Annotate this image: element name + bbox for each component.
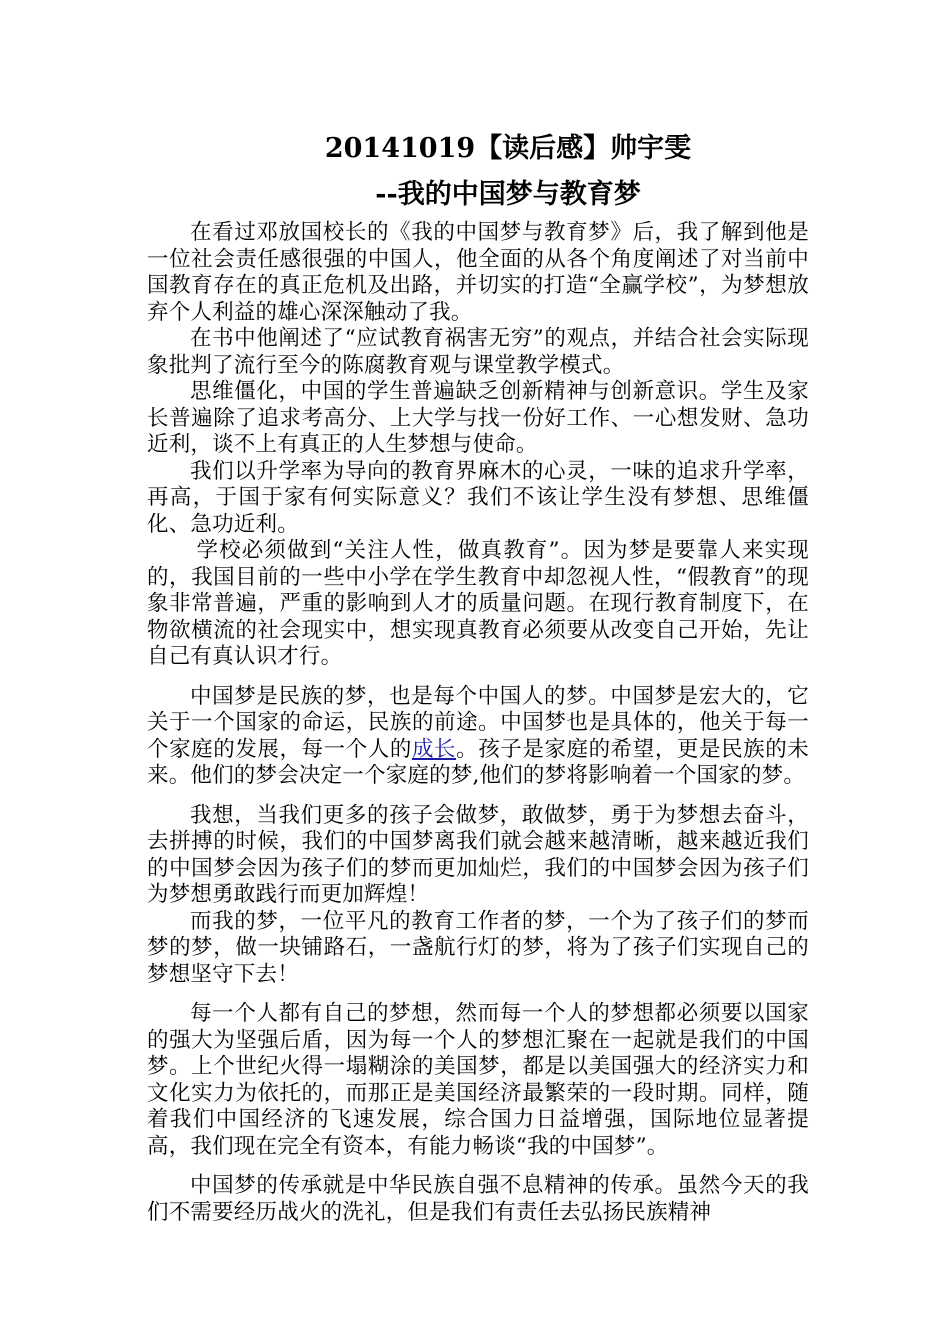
document-page: [147, 130, 809, 1226]
paragraph-3: 思维僵化，中国的学生普遍缺乏创新精神与创新意识。学生及家长普遍除了追求考高分、上大学与找一份好工作、一心想发财、急功近利，谈不上有真正的人生梦想与使命。: [147, 379, 809, 457]
paragraph-6-text-after: 。孩子是家庭的希望，更是民族的未来。他们的梦会决定一个家庭的梦,他们的梦将影响着一个国家的梦。: [147, 736, 810, 788]
page-subtitle: --我的中国梦与教育梦: [375, 179, 641, 210]
paragraph-10: 中国梦的传承就是中华民族自强不息精神的传承。虽然今天的我们不需要经历战火的洗礼，但是我们有责任去弘扬民族精神: [147, 1173, 809, 1225]
page-title: 20141019【读后感】帅宇雯: [324, 133, 692, 164]
paragraph-1: 在看过邓放国校长的《我的中国梦与教育梦》后，我了解到他是一位社会责任感很强的中国人，他全面的从各个角度阐述了对当前中国教育存在的真正危机及出路，并切实的打造“全赢学校”，为梦想放弃个人利益的雄心深深触动了我。: [147, 220, 809, 325]
paragraph-2: 在书中他阐述了“应试教育祸害无穷”的观点，并结合社会实际现象批判了流行至今的陈腐教育观与课堂教学模式。: [147, 326, 809, 378]
paragraph-5: 学校必须做到“关注人性，做真教育”。因为梦是要靠人来实现的，我国目前的一些中小学在学生教育中却忽视人性，“假教育”的现象非常普遍，严重的影响到人才的质量问题。在现行教育制度下，在物欲横流的社会现实中，想实现真教育必须要从改变自己开始，先让自己有真认识才行。: [147, 538, 809, 669]
paragraph-9: 每一个人都有自己的梦想，然而每一个人的梦想都必须要以国家的强大为坚强后盾，因为每一个人的梦想汇聚在一起就是我们的中国梦。上个世纪火得一塌糊涂的美国梦，都是以美国强大的经济实力和文化实力为依托的，而那正是美国经济最繁荣的一段时期。同样，随着我们中国经济的飞速发展，综合国力日益增强，国际地位显著提高，我们现在完全有资本，有能力畅谈“我的中国梦”。: [147, 1001, 809, 1159]
paragraph-6: [147, 684, 809, 790]
paragraph-8: 而我的梦，一位平凡的教育工作者的梦，一个为了孩子们的梦而梦的梦，做一块铺路石，一盏航行灯的梦，将为了孩子们实现自己的梦想坚守下去！: [147, 908, 809, 987]
paragraph-4: 我们以升学率为导向的教育界麻木的心灵，一味的追求升学率，再高，于国于家有何实际意义？我们不该让学生没有梦想、思维僵化、急功近利。: [147, 458, 809, 537]
growth-link[interactable]: 成长: [411, 736, 457, 762]
paragraph-6-text-before: 中国梦是民族的梦，也是每个中国人的梦。中国梦是宏大的，它关于一个国家的命运，民族的前途。中国梦也是具体的，他关于每一个家庭的发展，每一个人的: [147, 683, 809, 762]
paragraph-7: 我想，当我们更多的孩子会做梦，敢做梦，勇于为梦想去奋斗，去拼搏的时候，我们的中国梦离我们就会越来越清晰，越来越近我们的中国梦会因为孩子们的梦而更加灿烂，我们的中国梦会因为孩子们为梦想勇敢践行而更加辉煌！: [147, 802, 809, 907]
